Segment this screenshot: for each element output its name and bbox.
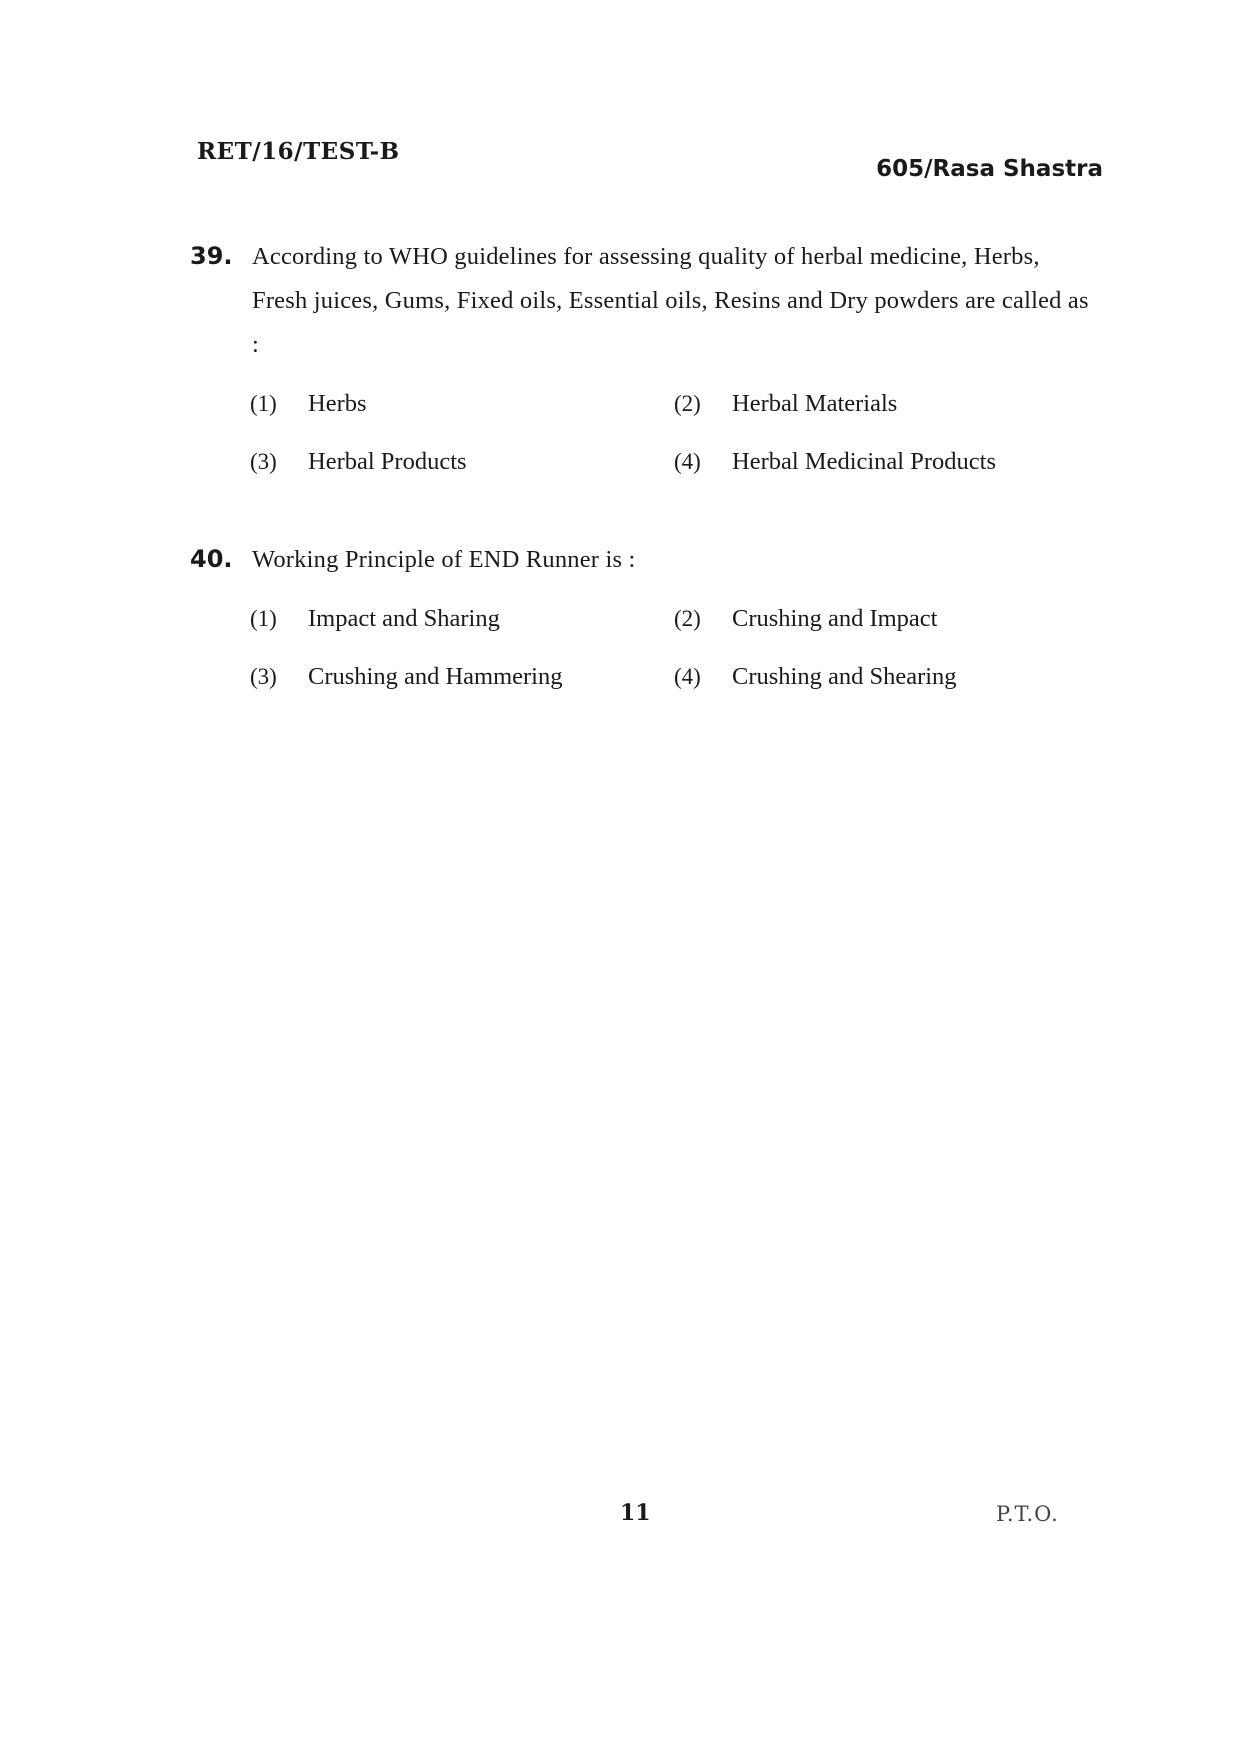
option-number: (3) (250, 449, 277, 474)
option-text: Crushing and Impact (732, 605, 938, 632)
option-2 (674, 381, 1054, 427)
question-number: 39. (190, 242, 233, 270)
option-number: (2) (674, 606, 701, 631)
option-text: Herbs (308, 390, 367, 417)
question-40 (190, 545, 1100, 700)
option-number: (3) (250, 664, 277, 689)
question-39 (190, 242, 1100, 485)
option-number: (4) (674, 449, 701, 474)
paper-code: RET/16/TEST-B (197, 138, 400, 165)
page-number: 11 (620, 1500, 651, 1526)
options-list (250, 596, 1100, 700)
option-number: (1) (250, 606, 277, 631)
option-text: Crushing and Shearing (732, 663, 957, 690)
option-2 (674, 596, 1054, 642)
option-3 (250, 439, 674, 485)
option-4 (674, 439, 1054, 485)
option-number: (2) (674, 391, 701, 416)
pto-marker: P.T.O. (996, 1502, 1059, 1526)
option-1 (250, 381, 674, 427)
option-text: Herbal Materials (732, 390, 898, 417)
option-text: Herbal Medicinal Products (732, 448, 996, 475)
option-text: Herbal Products (308, 448, 467, 475)
option-4 (674, 654, 1054, 700)
option-number: (4) (674, 664, 701, 689)
question-text: Working Principle of END Runner is : (252, 546, 636, 573)
option-text: Impact and Sharing (308, 605, 500, 632)
options-list (250, 381, 1100, 485)
question-text: According to WHO guidelines for assessing quality of herbal medicine, Herbs, Fresh juices, Gums, Fixed oils, Essential oils, Resins and Dry powders are called as : (252, 243, 1089, 358)
option-3 (250, 654, 674, 700)
option-1 (250, 596, 674, 642)
question-number: 40. (190, 545, 233, 573)
option-number: (1) (250, 391, 277, 416)
option-text: Crushing and Hammering (308, 663, 563, 690)
subject-title: 605/Rasa Shastra (876, 156, 1103, 182)
